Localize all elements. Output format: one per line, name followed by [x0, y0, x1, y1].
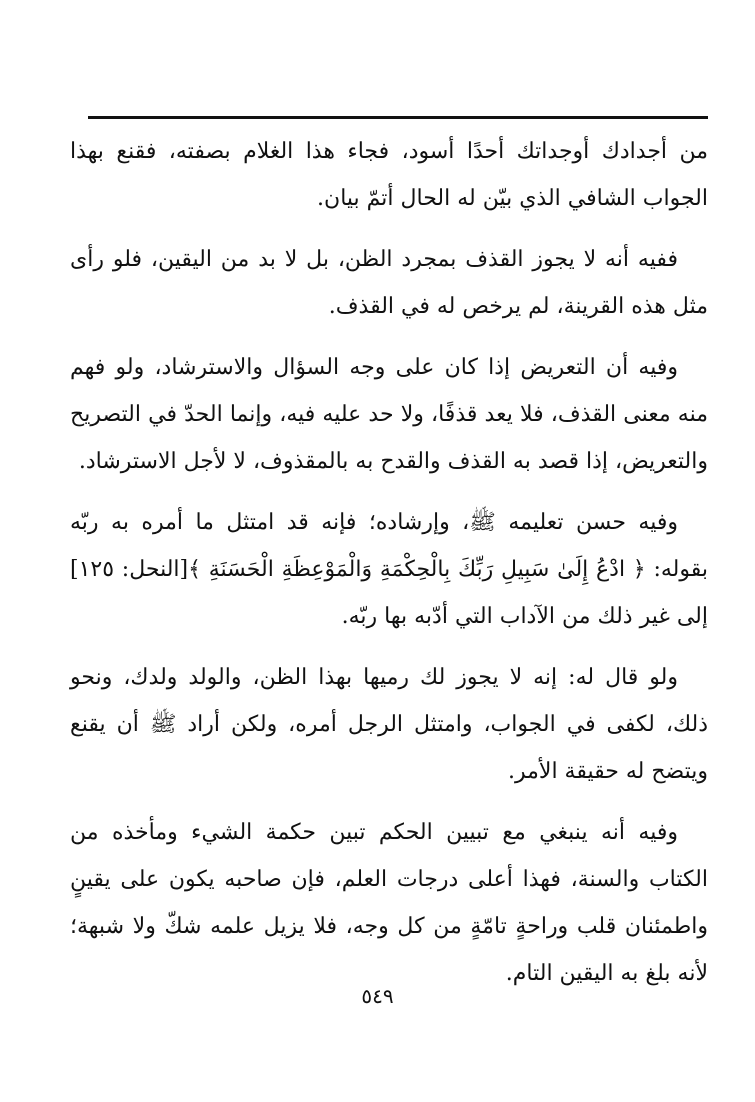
paragraph-3: وفيه أن التعريض إذا كان على وجه السؤال والاسترشاد، ولو فهم منه معنى القذف، فلا يعد قذفًا، ولا حد عليه فيه، وإنما الحدّ في التصريح والتعريض، إذا قصد به القذف والقدح به بالمقذوف، لا لأجل الاسترشاد. [70, 355, 708, 474]
header-rule [88, 116, 708, 119]
paragraph-2: ففيه أنه لا يجوز القذف بمجرد الظن، بل لا بد من اليقين، فلو رأى مثل هذه القرينة، لم يرخص له في القذف. [70, 247, 708, 319]
quran-verse: ﴿ ادْعُ إِلَىٰ سَبِيلِ رَبِّكَ بِالْحِكْمَةِ وَالْمَوْعِظَةِ الْحَسَنَةِ ﴾ [188, 557, 646, 582]
paragraph-6: وفيه أنه ينبغي مع تبيين الحكم تبين حكمة الشيء ومأخذه من الكتاب والسنة، فهذا أعلى درجات العلم، فإن صاحبه يكون على يقينٍ واطمئنان قلب وراحةٍ تامّةٍ من كل وجه، فلا يزيل علمه شكّ ولا شبهة؛ لأنه بلغ به اليقين التام. [70, 820, 708, 986]
paragraph-4 [70, 499, 708, 640]
paragraph-5: ولو قال له: إنه لا يجوز لك رميها بهذا الظن، والولد ولدك، ونحو ذلك، لكفى في الجواب، وامتثل الرجل أمره، ولكن أراد ﷺ أن يقنع ويتضح له حقيقة الأمر. [70, 665, 708, 784]
paragraph-4-outro: إلى غير ذلك من الآداب التي أدّبه بها ربّه. [341, 604, 708, 629]
body-text [70, 128, 708, 1011]
verse-citation: [النحل: ١٢٥] [70, 557, 189, 582]
paragraph-4-intro: وفيه حسن تعليمه ﷺ، وإرشاده؛ فإنه قد امتثل ما أمره به ربّه بقوله: [70, 510, 708, 582]
page-number: ٥٤٩ [361, 984, 394, 1008]
paragraph-1: من أجدادك أوجداتك أحدًا أسود، فجاء هذا الغلام بصفته، فقنع بهذا الجواب الشافي الذي بيّن له الحال أتمّ بيان. [70, 139, 708, 211]
